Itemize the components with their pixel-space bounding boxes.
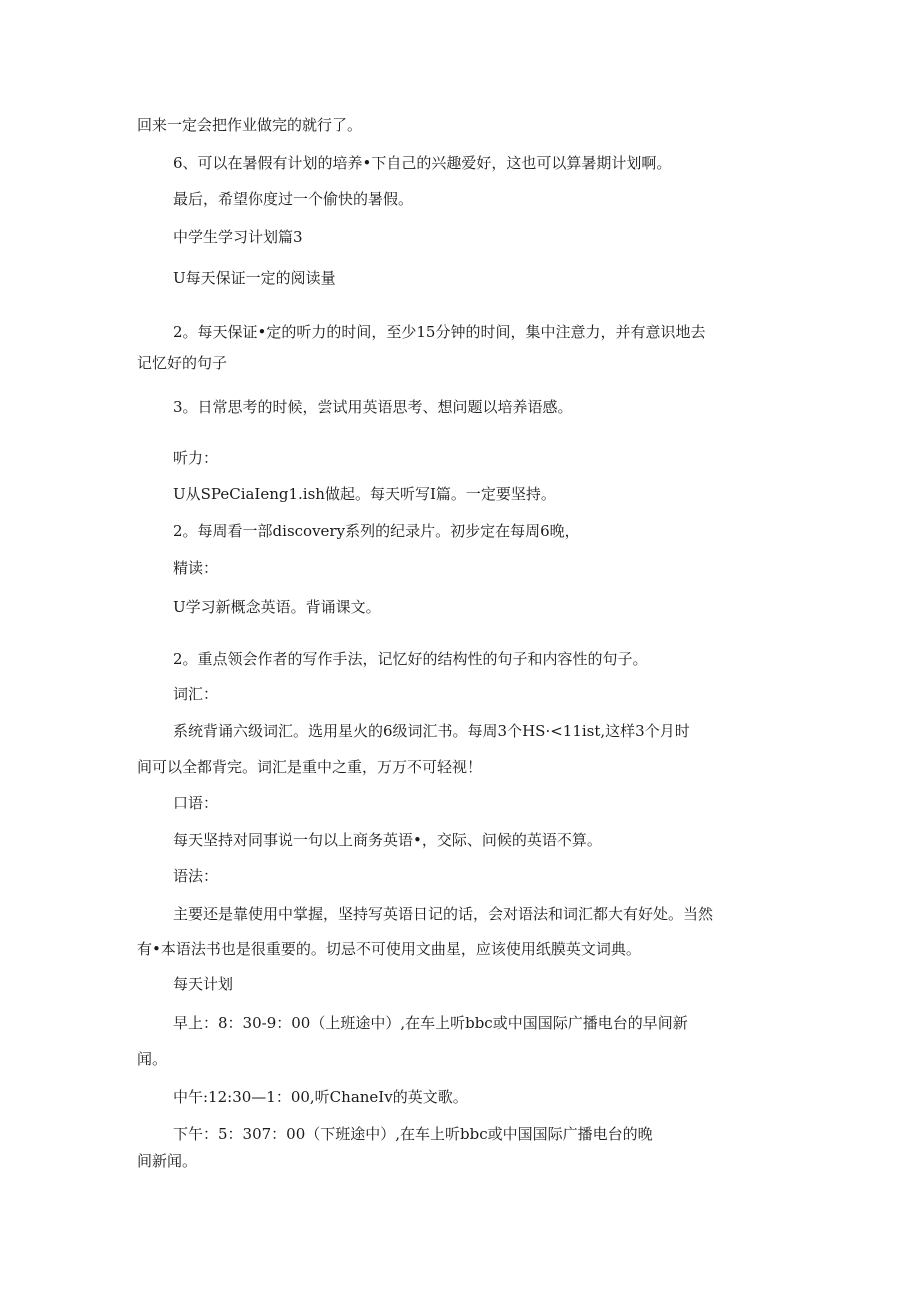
list-item-new-concept: U学习新概念英语。背诵课文。 bbox=[173, 598, 381, 616]
schedule-afternoon: 下午：5：307：00（下班途中）,在车上听bbc或中国国际广播电台的晚 bbox=[173, 1125, 653, 1143]
list-item-listening-time: 2。每天保证•定的听力的时间，至少15分钟的时间，集中注意力，并有意识地去 bbox=[173, 323, 706, 341]
section-heading-plan3: 中学生学习计划篇3 bbox=[173, 228, 303, 246]
schedule-morning-cont: 闻。 bbox=[137, 1050, 168, 1068]
heading-vocabulary: 词汇： bbox=[173, 685, 219, 703]
schedule-afternoon-cont: 间新闻。 bbox=[137, 1152, 198, 1170]
heading-daily-plan: 每天计划 bbox=[173, 975, 234, 993]
paragraph-grammar-cont: 有•本语法书也是很重要的。切忌不可使用文曲星，应该使用纸膜英文词典。 bbox=[137, 940, 641, 958]
heading-listening: 听力： bbox=[173, 449, 219, 467]
paragraph-speaking: 每天坚持对同事说一句以上商务英语•，交际、问候的英语不算。 bbox=[173, 831, 602, 849]
schedule-morning: 早上：8：30-9：00（上班途中）,在车上听bbc或中国国际广播电台的早间新 bbox=[173, 1014, 688, 1032]
paragraph-grammar: 主要还是靠使用中掌握，坚持写英语日记的话，会对语法和词汇都大有好处。当然 bbox=[173, 905, 714, 923]
paragraph-hobby: 6、可以在暑假有计划的培养•下自己的兴趣爱好，这也可以算暑期计划啊。 bbox=[173, 154, 672, 172]
heading-grammar: 语法： bbox=[173, 867, 219, 885]
list-item-listening-time-cont: 记忆好的句子 bbox=[137, 354, 228, 372]
list-item-thinking: 3。日常思考的时候，尝试用英语思考、想问题以培养语感。 bbox=[173, 398, 573, 416]
paragraph-vocabulary-cont: 间可以全都背完。词汇是重中之重，万万不可轻视！ bbox=[137, 758, 483, 776]
heading-intensive-reading: 精读： bbox=[173, 559, 219, 577]
schedule-noon: 中午:12:30—1：00,听ChaneIv的英文歌。 bbox=[173, 1088, 468, 1106]
heading-speaking: 口语： bbox=[173, 794, 219, 812]
list-item-writing-technique: 2。重点领会作者的写作手法，记忆好的结构性的句子和内容性的句子。 bbox=[173, 650, 648, 668]
list-item-documentary: 2。每周看一部discovery系列的纪录片。初步定在每周6晚， bbox=[173, 522, 580, 540]
paragraph-homework: 回来一定会把作业做完的就行了。 bbox=[137, 116, 363, 134]
list-item-reading: U每天保证一定的阅读量 bbox=[173, 269, 336, 287]
list-item-dictation: U从SPeCiaIeng1.ish做起。每天听写I篇。一定要坚持。 bbox=[173, 485, 556, 503]
paragraph-wish: 最后，希望你度过一个偷快的暑假。 bbox=[173, 190, 414, 208]
paragraph-vocabulary: 系统背诵六级词汇。选用星火的6级词汇书。每周3个HS·<11ist,这样3个月时 bbox=[173, 722, 690, 740]
